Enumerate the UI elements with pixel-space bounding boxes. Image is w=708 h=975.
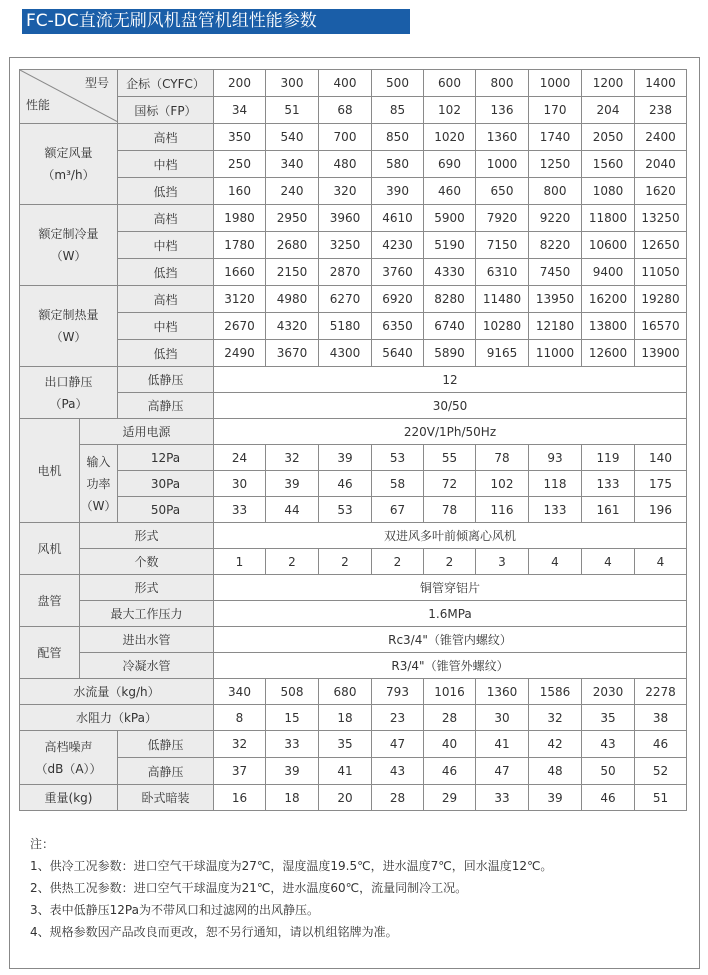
label-line: 额定制热量: [38, 308, 99, 322]
value-cell: 37: [214, 758, 266, 785]
notes: [30, 833, 552, 943]
table-row: [20, 653, 687, 679]
row-label: 企标（CYFC）: [118, 70, 214, 97]
value-cell: 690: [424, 151, 476, 178]
value-cell: 双进风多叶前倾离心风机: [214, 523, 687, 549]
value-cell: 40: [424, 731, 476, 758]
value-cell: 1660: [214, 259, 266, 286]
value-cell: 5190: [424, 232, 476, 259]
value-cell: 13250: [635, 205, 687, 232]
value-cell: 13800: [582, 313, 635, 340]
note-item: 1、供冷工况参数：进口空气干球温度为27℃，湿度温度19.5℃，进水温度7℃，回水温度12℃。: [30, 859, 553, 873]
value-cell: 6350: [372, 313, 424, 340]
value-cell: 2: [266, 549, 319, 575]
value-cell: 680: [319, 679, 372, 705]
value-cell: 28: [372, 785, 424, 811]
value-cell: 19280: [635, 286, 687, 313]
value-cell: 2278: [635, 679, 687, 705]
level-label: 低静压: [118, 731, 214, 758]
value-cell: 1360: [476, 679, 529, 705]
value-cell: 16200: [582, 286, 635, 313]
value-cell: 12180: [529, 313, 582, 340]
value-cell: 51: [635, 785, 687, 811]
level-label: 中档: [118, 232, 214, 259]
table-row: [20, 70, 687, 97]
value-cell: 67: [372, 497, 424, 523]
value-cell: 5640: [372, 340, 424, 367]
table-row: [20, 471, 687, 497]
value-cell: 18: [319, 705, 372, 731]
table-row: [20, 393, 687, 419]
value-cell: 23: [372, 705, 424, 731]
value-cell: 11000: [529, 340, 582, 367]
value-cell: 53: [319, 497, 372, 523]
label-line: 出口静压: [44, 374, 93, 389]
value-cell: 1016: [424, 679, 476, 705]
value-cell: 4: [635, 549, 687, 575]
table-row: [20, 340, 687, 367]
value-cell: 133: [582, 471, 635, 497]
value-cell: 118: [529, 471, 582, 497]
value-cell: 78: [476, 445, 529, 471]
value-cell: 7150: [476, 232, 529, 259]
value-cell: 1980: [214, 205, 266, 232]
value-cell: 6310: [476, 259, 529, 286]
value-cell: 2870: [319, 259, 372, 286]
row-label: 最大工作压力: [80, 601, 214, 627]
value-cell: 1620: [635, 178, 687, 205]
value-cell: 1: [214, 549, 266, 575]
value-cell: 2: [424, 549, 476, 575]
level-label: 低挡: [118, 340, 214, 367]
note-item: 2、供热工况参数：进口空气干球温度为21℃，进水温度60℃，流量同制冷工况。: [30, 881, 468, 895]
value-cell: 320: [319, 178, 372, 205]
header-perf-label: 性能: [26, 98, 51, 112]
row-label: 适用电源: [80, 419, 214, 445]
value-cell: 700: [319, 124, 372, 151]
value-cell: 铜管穿铝片: [214, 575, 687, 601]
value-cell: 33: [266, 731, 319, 758]
value-cell: 2950: [266, 205, 319, 232]
value-cell: 33: [214, 497, 266, 523]
table-row: [20, 731, 687, 758]
value-cell: 3760: [372, 259, 424, 286]
value-cell: 1560: [582, 151, 635, 178]
value-cell: 32: [529, 705, 582, 731]
value-cell: 3250: [319, 232, 372, 259]
value-cell: 140: [635, 445, 687, 471]
value-cell: 350: [214, 124, 266, 151]
value-cell: 9220: [529, 205, 582, 232]
value-cell: 43: [582, 731, 635, 758]
value-cell: 12: [214, 367, 687, 393]
label-line: 输入: [86, 454, 111, 469]
table-row: [20, 523, 687, 549]
value-cell: 58: [372, 471, 424, 497]
value-cell: 7920: [476, 205, 529, 232]
value-cell: 2030: [582, 679, 635, 705]
value-cell: 48: [529, 758, 582, 785]
value-cell: 2050: [582, 124, 635, 151]
level-label: 高档: [118, 205, 214, 232]
header-diagonal-cell: [20, 70, 118, 124]
table-row: [20, 445, 687, 471]
value-cell: 29: [424, 785, 476, 811]
level-label: 中档: [118, 151, 214, 178]
value-cell: 2490: [214, 340, 266, 367]
value-cell: 116: [476, 497, 529, 523]
level-label: 高静压: [118, 758, 214, 785]
value-cell: 508: [266, 679, 319, 705]
value-cell: 42: [529, 731, 582, 758]
value-cell: 4330: [424, 259, 476, 286]
value-cell: 4980: [266, 286, 319, 313]
group-label: [20, 286, 118, 367]
value-cell: 850: [372, 124, 424, 151]
value-cell: 3: [476, 549, 529, 575]
value-cell: 1.6MPa: [214, 601, 687, 627]
level-label: 卧式暗装: [118, 785, 214, 811]
value-cell: 8280: [424, 286, 476, 313]
value-cell: 2400: [635, 124, 687, 151]
value-cell: 220V/1Ph/50Hz: [214, 419, 687, 445]
table-row: [20, 497, 687, 523]
note-item: 4、规格参数因产品改良而更改，恕不另行通知，请以机组铭牌为准。: [30, 925, 398, 939]
value-cell: 800: [476, 70, 529, 97]
value-cell: 8220: [529, 232, 582, 259]
row-label: 重量(kg): [20, 785, 118, 811]
value-cell: 51: [266, 97, 319, 124]
group-label: [20, 367, 118, 419]
table-row: [20, 679, 687, 705]
label-line: （W）: [50, 330, 87, 344]
label-line: 额定风量: [44, 146, 93, 160]
value-cell: 50: [582, 758, 635, 785]
value-cell: 1000: [476, 151, 529, 178]
level-label: 高静压: [118, 393, 214, 419]
value-cell: 4: [582, 549, 635, 575]
value-cell: 6740: [424, 313, 476, 340]
value-cell: 41: [319, 758, 372, 785]
value-cell: 12650: [635, 232, 687, 259]
table-row: [20, 151, 687, 178]
value-cell: 161: [582, 497, 635, 523]
value-cell: 11480: [476, 286, 529, 313]
value-cell: 250: [214, 151, 266, 178]
value-cell: 33: [476, 785, 529, 811]
value-cell: 136: [476, 97, 529, 124]
value-cell: 18: [266, 785, 319, 811]
value-cell: 2: [319, 549, 372, 575]
value-cell: 390: [372, 178, 424, 205]
value-cell: 500: [372, 70, 424, 97]
value-cell: 240: [266, 178, 319, 205]
value-cell: 13950: [529, 286, 582, 313]
table-row: [20, 259, 687, 286]
value-cell: 35: [319, 731, 372, 758]
level-label: 30Pa: [118, 471, 214, 497]
value-cell: 204: [582, 97, 635, 124]
header-model-label: 型号: [84, 76, 109, 90]
value-cell: 44: [266, 497, 319, 523]
table-row: [20, 705, 687, 731]
value-cell: 30: [214, 471, 266, 497]
value-cell: 47: [372, 731, 424, 758]
value-cell: 9165: [476, 340, 529, 367]
label-line: 功率: [86, 476, 111, 491]
value-cell: 2: [372, 549, 424, 575]
value-cell: 5890: [424, 340, 476, 367]
table-row: [20, 97, 687, 124]
value-cell: 43: [372, 758, 424, 785]
row-label: 冷凝水管: [80, 653, 214, 679]
value-cell: 5900: [424, 205, 476, 232]
label-line: 额定制冷量: [38, 227, 99, 241]
value-cell: 72: [424, 471, 476, 497]
label-line: （W）: [50, 249, 87, 263]
level-label: 高档: [118, 124, 214, 151]
value-cell: 1360: [476, 124, 529, 151]
value-cell: 30/50: [214, 393, 687, 419]
value-cell: 133: [529, 497, 582, 523]
value-cell: 30: [476, 705, 529, 731]
table-row: [20, 205, 687, 232]
group-label: 配管: [20, 627, 80, 679]
value-cell: 68: [319, 97, 372, 124]
value-cell: 39: [319, 445, 372, 471]
table-row: [20, 419, 687, 445]
value-cell: 93: [529, 445, 582, 471]
table-row: [20, 286, 687, 313]
notes-title: 注：: [30, 837, 55, 851]
value-cell: 10280: [476, 313, 529, 340]
group-label: 风机: [20, 523, 80, 575]
value-cell: 24: [214, 445, 266, 471]
value-cell: 4320: [266, 313, 319, 340]
row-label: 个数: [80, 549, 214, 575]
value-cell: 650: [476, 178, 529, 205]
label-line: 高档噪声: [44, 739, 93, 754]
value-cell: 300: [266, 70, 319, 97]
value-cell: 12600: [582, 340, 635, 367]
value-cell: 580: [372, 151, 424, 178]
group-label: 盘管: [20, 575, 80, 627]
label-line: （m³/h）: [42, 168, 95, 182]
value-cell: 102: [424, 97, 476, 124]
value-cell: 11800: [582, 205, 635, 232]
level-label: 50Pa: [118, 497, 214, 523]
value-cell: 7450: [529, 259, 582, 286]
value-cell: 2040: [635, 151, 687, 178]
label-line: （W）: [80, 498, 117, 513]
value-cell: 8: [214, 705, 266, 731]
value-cell: 46: [582, 785, 635, 811]
value-cell: 238: [635, 97, 687, 124]
value-cell: 35: [582, 705, 635, 731]
value-cell: 53: [372, 445, 424, 471]
value-cell: 1000: [529, 70, 582, 97]
value-cell: 46: [635, 731, 687, 758]
value-cell: 2150: [266, 259, 319, 286]
level-label: 低静压: [118, 367, 214, 393]
note-item: 3、表中低静压12Pa为不带风口和过滤网的出风静压。: [30, 903, 319, 917]
value-cell: 41: [476, 731, 529, 758]
group-label: [20, 124, 118, 205]
value-cell: 32: [214, 731, 266, 758]
value-cell: 400: [319, 70, 372, 97]
label-line: （Pa）: [49, 396, 88, 411]
value-cell: 39: [529, 785, 582, 811]
table-row: [20, 124, 687, 151]
table-row: [20, 313, 687, 340]
value-cell: 460: [424, 178, 476, 205]
value-cell: 2680: [266, 232, 319, 259]
table-row: [20, 367, 687, 393]
level-label: 高档: [118, 286, 214, 313]
value-cell: 4: [529, 549, 582, 575]
value-cell: 3960: [319, 205, 372, 232]
value-cell: 47: [476, 758, 529, 785]
value-cell: 196: [635, 497, 687, 523]
value-cell: 4610: [372, 205, 424, 232]
value-cell: 480: [319, 151, 372, 178]
value-cell: 175: [635, 471, 687, 497]
table-row: [20, 601, 687, 627]
value-cell: 46: [424, 758, 476, 785]
value-cell: 32: [266, 445, 319, 471]
table-row: [20, 627, 687, 653]
value-cell: 4230: [372, 232, 424, 259]
table-row: [20, 178, 687, 205]
value-cell: 800: [529, 178, 582, 205]
level-label: 低挡: [118, 178, 214, 205]
value-cell: 1080: [582, 178, 635, 205]
spec-table: [19, 69, 687, 811]
level-label: 12Pa: [118, 445, 214, 471]
value-cell: 15: [266, 705, 319, 731]
value-cell: 28: [424, 705, 476, 731]
label-line: （dB（A））: [35, 761, 102, 776]
value-cell: 1200: [582, 70, 635, 97]
value-cell: 38: [635, 705, 687, 731]
page-title: FC-DC直流无刷风机盘管机组性能参数: [22, 9, 410, 34]
row-label: 形式: [80, 523, 214, 549]
table-row: [20, 758, 687, 785]
value-cell: 34: [214, 97, 266, 124]
value-cell: 16: [214, 785, 266, 811]
value-cell: 1250: [529, 151, 582, 178]
value-cell: 55: [424, 445, 476, 471]
value-cell: 13900: [635, 340, 687, 367]
value-cell: 16570: [635, 313, 687, 340]
value-cell: 1586: [529, 679, 582, 705]
value-cell: 46: [319, 471, 372, 497]
table-row: [20, 575, 687, 601]
value-cell: 102: [476, 471, 529, 497]
group-label: [20, 205, 118, 286]
input-power-label: [80, 445, 118, 523]
value-cell: 1780: [214, 232, 266, 259]
level-label: 中档: [118, 313, 214, 340]
value-cell: 540: [266, 124, 319, 151]
row-label: 国标（FP）: [118, 97, 214, 124]
value-cell: 3670: [266, 340, 319, 367]
value-cell: 4300: [319, 340, 372, 367]
value-cell: 39: [266, 758, 319, 785]
row-label: 水阻力（kPa）: [20, 705, 214, 731]
value-cell: 200: [214, 70, 266, 97]
group-label: [20, 731, 118, 785]
value-cell: 6920: [372, 286, 424, 313]
value-cell: 1740: [529, 124, 582, 151]
value-cell: 85: [372, 97, 424, 124]
value-cell: 160: [214, 178, 266, 205]
value-cell: 1020: [424, 124, 476, 151]
row-label: 进出水管: [80, 627, 214, 653]
group-label: 电机: [20, 419, 80, 523]
table-row: [20, 785, 687, 811]
row-label: 水流量（kg/h）: [20, 679, 214, 705]
table-row: [20, 232, 687, 259]
value-cell: 2670: [214, 313, 266, 340]
row-label: 形式: [80, 575, 214, 601]
level-label: 低挡: [118, 259, 214, 286]
value-cell: 3120: [214, 286, 266, 313]
value-cell: 793: [372, 679, 424, 705]
table-row: [20, 549, 687, 575]
value-cell: 5180: [319, 313, 372, 340]
value-cell: 39: [266, 471, 319, 497]
value-cell: 340: [266, 151, 319, 178]
value-cell: 11050: [635, 259, 687, 286]
value-cell: 170: [529, 97, 582, 124]
value-cell: 340: [214, 679, 266, 705]
value-cell: 119: [582, 445, 635, 471]
value-cell: 1400: [635, 70, 687, 97]
value-cell: 600: [424, 70, 476, 97]
value-cell: 52: [635, 758, 687, 785]
value-cell: 9400: [582, 259, 635, 286]
value-cell: 10600: [582, 232, 635, 259]
value-cell: R3/4"（锥管外螺纹）: [214, 653, 687, 679]
value-cell: 78: [424, 497, 476, 523]
value-cell: 6270: [319, 286, 372, 313]
value-cell: Rc3/4"（锥管内螺纹）: [214, 627, 687, 653]
value-cell: 20: [319, 785, 372, 811]
